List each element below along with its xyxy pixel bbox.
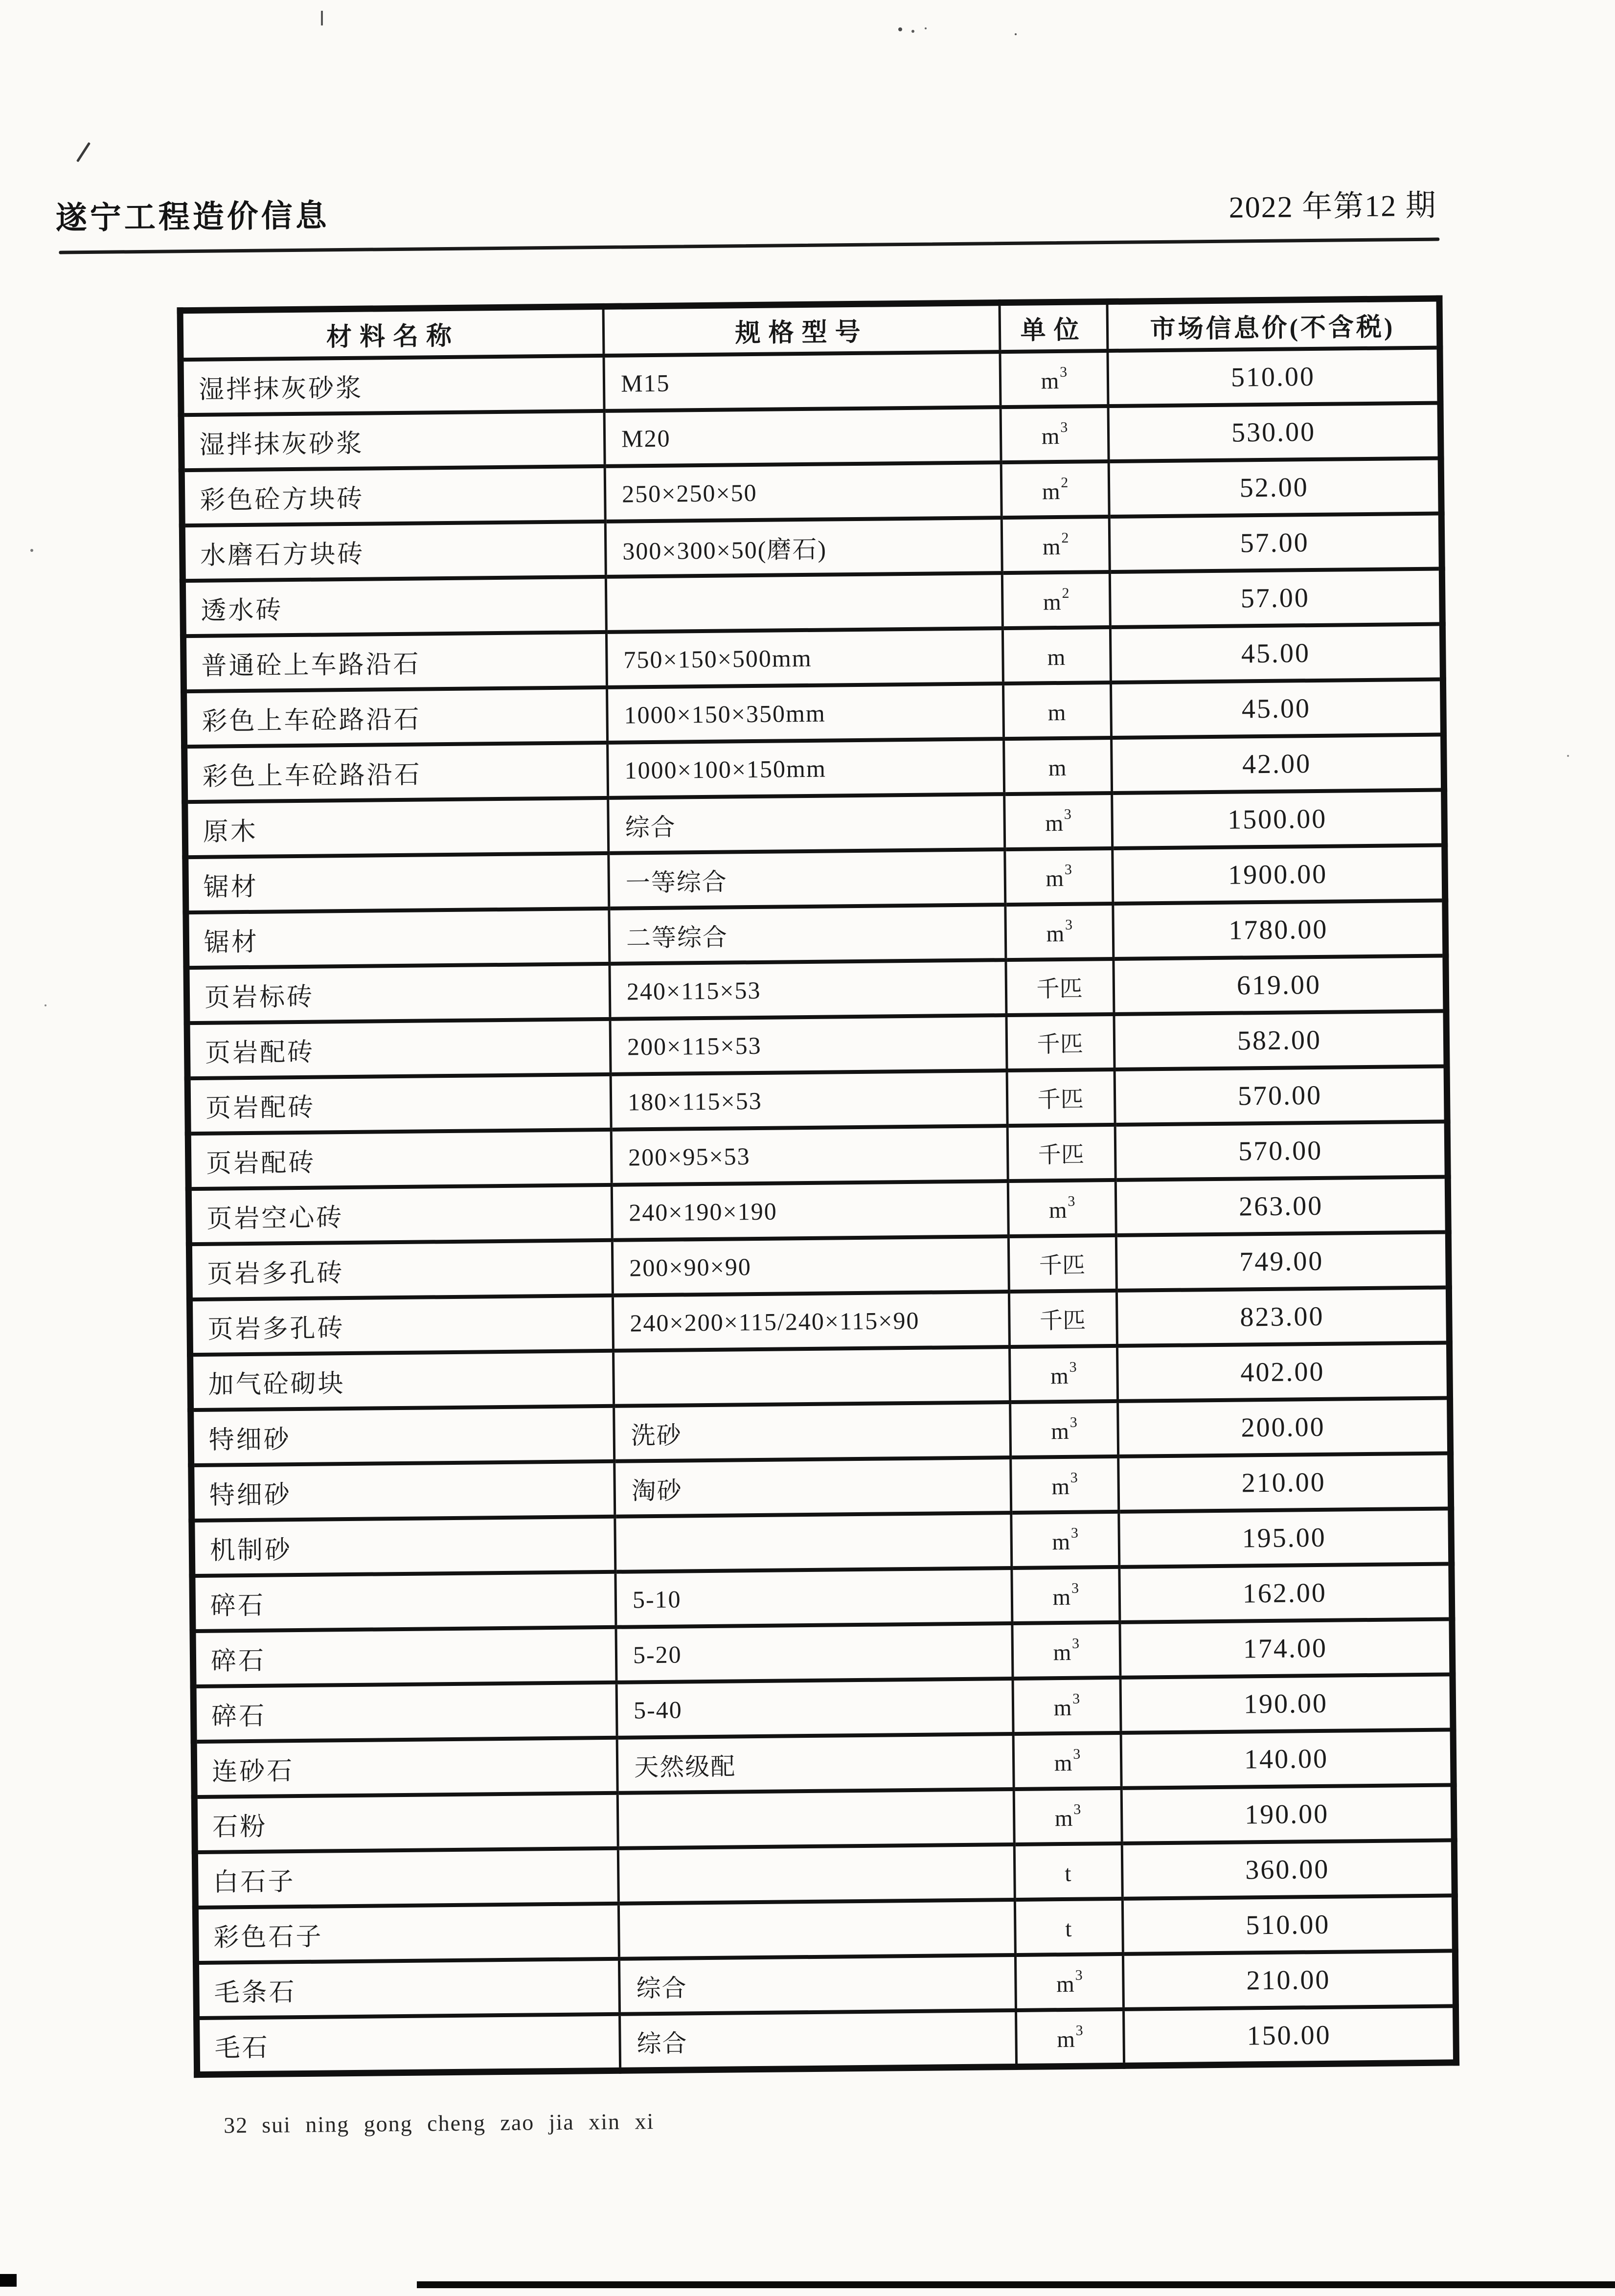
col-header-material-name: 材料名称 [180,306,604,360]
spec-cell: 200×95×53 [611,1126,1008,1185]
material-name-cell: 碎石 [193,1627,616,1686]
price-cell: 210.00 [1118,1453,1451,1512]
unit-cell: $m^3$ [1015,1954,1123,2010]
unit-cell: 千匹 [1008,1235,1116,1292]
material-name-cell: 页岩配砖 [188,1130,612,1189]
price-cell: 510.00 [1122,1895,1455,1954]
col-header-market-price: 市场信息价(不含税) [1107,298,1440,351]
price-cell: 749.00 [1116,1232,1449,1291]
material-name-cell: 页岩配砖 [187,1019,611,1078]
spec-cell [617,1789,1014,1848]
price-cell: 210.00 [1123,1951,1456,2009]
unit-cell: $m^2$ [1002,572,1110,628]
spec-cell [615,1513,1012,1572]
price-cell: 402.00 [1117,1342,1450,1401]
unit-cell: m [1002,627,1111,683]
unit-cell: 千匹 [1009,1291,1117,1347]
spec-cell [618,1900,1015,1959]
price-cell: 360.00 [1122,1840,1455,1899]
price-cell: 162.00 [1119,1564,1452,1622]
material-name-cell: 彩色石子 [195,1904,619,1963]
price-cell: 1900.00 [1113,845,1445,904]
material-name-cell: 碎石 [192,1572,616,1631]
spec-cell: 综合 [619,1955,1016,2014]
price-cell: 57.00 [1110,568,1442,627]
price-cell: 174.00 [1120,1619,1453,1678]
unit-cell: $m^3$ [1005,904,1114,960]
price-cell: 510.00 [1108,348,1440,407]
materials-table-body [181,348,1456,2075]
unit-cell: $m^3$ [1001,406,1109,462]
header-rule [59,238,1439,254]
unit-cell: $m^3$ [1008,1180,1116,1236]
material-name-cell: 机制砂 [192,1517,615,1576]
spec-cell: 300×300×50(磨石) [605,518,1002,577]
footer-pinyin-text: sui ning gong cheng zao jia xin xi [261,2109,655,2137]
unit-cell: $m^3$ [1016,2009,1124,2067]
price-cell: 619.00 [1114,955,1446,1014]
material-name-cell: 水磨石方块砖 [182,522,606,581]
unit-cell: $m^3$ [1009,1346,1117,1402]
unit-cell: 千匹 [1007,1069,1115,1126]
scan-edge-bar-bottom [417,2281,1615,2288]
unit-cell: $m^3$ [1011,1456,1119,1513]
materials-price-table [177,295,1460,2078]
price-cell: 45.00 [1110,624,1443,682]
material-name-cell: 湿拌抹灰砂浆 [181,356,604,415]
unit-cell: $m^3$ [1010,1401,1118,1457]
spec-cell: 5-10 [615,1568,1012,1627]
spec-cell: 240×200×115/240×115×90 [613,1292,1009,1351]
material-name-cell: 页岩空心砖 [188,1185,612,1244]
spec-cell: 200×90×90 [612,1236,1009,1296]
spec-cell [618,1844,1015,1904]
unit-cell: m [1004,738,1112,794]
price-cell: 42.00 [1112,734,1444,793]
material-name-cell: 彩色砼方块砖 [182,466,605,525]
material-name-cell: 特细砂 [191,1406,614,1465]
material-name-cell: 原木 [185,798,609,857]
unit-cell: 千匹 [1007,1125,1115,1181]
scan-edge-mark-bottom-left [0,2274,17,2287]
spec-cell [606,573,1002,632]
page-title: 遂宁工程造价信息 [55,198,330,236]
unit-cell: $m^3$ [1012,1622,1120,1679]
material-name-cell: 普通砼上车路沿石 [183,632,607,691]
material-name-cell: 湿拌抹灰砂浆 [181,411,605,470]
material-name-cell: 碎石 [193,1682,617,1742]
price-cell: 150.00 [1123,2006,1456,2066]
material-name-cell: 页岩配砖 [187,1074,611,1134]
spec-cell: 750×150×500mm [606,628,1003,687]
unit-cell: $m^3$ [1011,1512,1119,1568]
material-name-cell: 锯材 [185,853,609,912]
price-cell: 582.00 [1114,1011,1447,1069]
unit-cell: t [1014,1843,1122,1900]
price-cell: 190.00 [1120,1674,1453,1733]
unit-cell: $m^3$ [1014,1788,1122,1844]
material-name-cell: 白石子 [195,1848,618,1908]
material-name-cell: 锯材 [186,909,610,968]
issue-label: 2022 年第12 期 [1228,189,1437,225]
price-cell: 45.00 [1111,679,1443,738]
unit-cell: $m^3$ [1004,793,1113,849]
price-cell: 1780.00 [1113,900,1446,959]
spec-cell: 一等综合 [609,849,1005,909]
spec-cell: 洗砂 [614,1402,1011,1461]
material-name-cell: 毛石 [197,2014,620,2075]
spec-cell: 二等综合 [609,905,1006,964]
spec-cell: 综合 [620,2010,1017,2070]
material-name-cell: 页岩多孔砖 [189,1296,613,1355]
spec-cell: 240×115×53 [610,960,1006,1019]
page-number: 32 [223,2113,249,2138]
scan-dust-dots [898,27,902,31]
material-name-cell: 彩色上车砼路沿石 [184,743,608,802]
spec-cell [614,1347,1010,1406]
price-cell: 263.00 [1115,1177,1448,1235]
material-name-cell: 彩色上车砼路沿石 [184,687,608,747]
unit-cell: $m^3$ [1013,1733,1121,1789]
material-name-cell: 透水砖 [182,577,606,636]
table-row [197,2006,1456,2074]
spec-cell: 180×115×53 [611,1070,1007,1130]
material-name-cell: 加气砼砌块 [190,1351,614,1410]
scan-speck-top [321,11,323,25]
spec-cell: 200×115×53 [610,1015,1007,1074]
material-name-cell: 石粉 [194,1793,618,1852]
spec-cell: M20 [604,407,1001,466]
price-cell: 195.00 [1119,1508,1452,1567]
spec-cell: 5-20 [616,1623,1013,1682]
unit-cell: 千匹 [1006,959,1114,1015]
unit-cell: m [1003,682,1111,739]
price-cell: 190.00 [1121,1785,1454,1843]
spec-cell: 1000×100×150mm [608,739,1004,798]
material-name-cell: 连砂石 [194,1738,617,1797]
spec-cell: 天然级配 [617,1734,1014,1793]
scan-dust-mid [30,549,33,552]
material-name-cell: 页岩标砖 [186,964,610,1023]
price-cell: 1500.00 [1112,790,1445,848]
material-name-cell: 毛条石 [196,1959,619,2018]
price-cell: 140.00 [1121,1729,1454,1788]
spec-cell: 240×190×190 [612,1181,1008,1240]
material-name-cell: 页岩多孔砖 [189,1240,613,1299]
spec-cell: 5-40 [616,1679,1013,1738]
material-name-cell: 特细砂 [191,1461,615,1521]
spec-cell: 1000×150×350mm [607,683,1004,743]
price-cell: 570.00 [1115,1066,1447,1125]
price-cell: 52.00 [1109,458,1441,517]
unit-cell: $m^2$ [1001,517,1110,573]
spec-cell: 综合 [608,794,1005,853]
col-header-unit: 单位 [1000,302,1108,352]
unit-cell: $m^3$ [1013,1678,1121,1734]
unit-cell: $m^3$ [1012,1567,1120,1623]
price-cell: 57.00 [1109,513,1442,572]
unit-cell: $m^3$ [1000,351,1108,407]
spec-cell: M15 [604,352,1001,411]
price-cell: 200.00 [1118,1398,1451,1456]
price-cell: 530.00 [1108,403,1441,462]
price-cell: 823.00 [1116,1287,1449,1346]
unit-cell: $m^3$ [1005,848,1113,905]
page-footer [224,2108,655,2138]
unit-cell: t [1015,1899,1123,1955]
unit-cell: 千匹 [1006,1014,1115,1070]
spec-cell: 250×250×50 [605,462,1001,522]
unit-cell: $m^2$ [1001,461,1109,518]
col-header-spec: 规格型号 [603,303,1000,356]
price-cell: 570.00 [1115,1121,1448,1180]
spec-cell: 淘砂 [614,1457,1011,1517]
